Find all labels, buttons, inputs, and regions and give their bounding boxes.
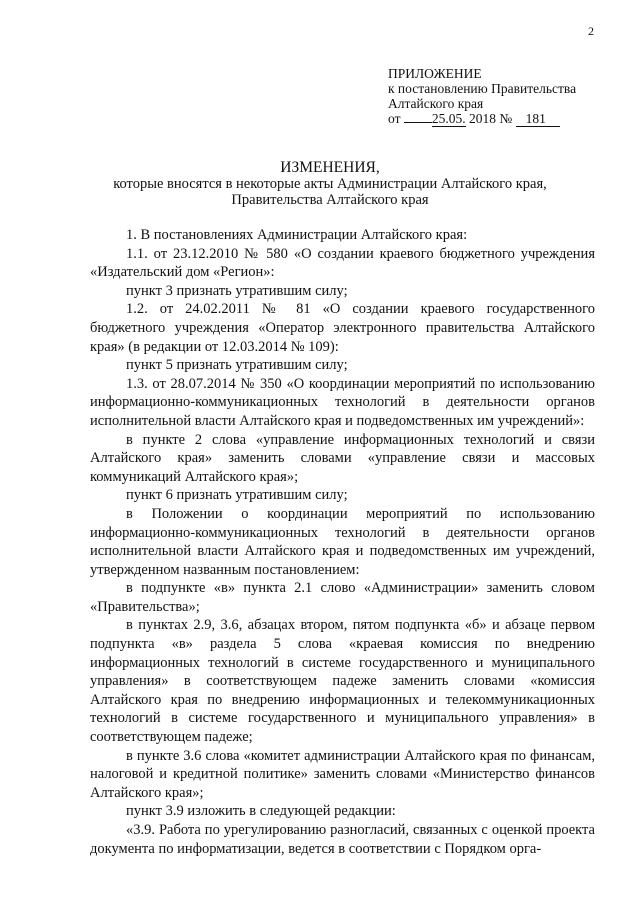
appendix-line-1: к постановлению Правительства [388, 81, 577, 96]
appendix-year: 2018 [468, 111, 496, 126]
paragraph: 1.1. от 23.12.2010 № 580 «О создании краевого бюджетного учреждения «Издательский дом «Регион»: [90, 245, 595, 281]
paragraph: в пункте 3.6 слова «комитет администрации Алтайского края по финансам, налоговой и кредитной политике» заменить словами «Министерство финансов Алтайского края»; [90, 747, 595, 801]
from-label: от [388, 111, 401, 126]
appendix-block [388, 66, 628, 127]
heading-title: ИЗМЕНЕНИЯ, [280, 159, 380, 176]
paragraph: пункт 3 признать утратившим силу; [126, 282, 348, 299]
paragraph: 1. В постановлениях Администрации Алтайского края: [126, 227, 468, 243]
appendix-number: 181 [516, 111, 560, 127]
date-blank [404, 122, 432, 123]
paragraph: пункт 3.9 изложить в следующей редакции: [126, 803, 396, 820]
appendix-date-line [388, 111, 628, 127]
document-body [90, 226, 595, 858]
paragraph: 1.3. от 28.07.2014 № 350 «О координации мероприятий по использованию информационно-коммуникационных технологий в деятельности органов исполнительной власти Алтайского края и подведомственных им учреждений»: [90, 375, 595, 429]
page-number: 2 [588, 24, 594, 38]
paragraph: в подпункте «в» пункта 2.1 слово «Администрации» заменить словом «Правительства»; [90, 580, 595, 615]
paragraph: пункт 6 признать утратившим силу; [126, 487, 348, 504]
paragraph: в пункте 2 слова «управление информационных технологий и связи Алтайского края» заменить словами «управление связи и массовых коммуникаций Алтайского края»; [90, 431, 595, 485]
paragraph: 1.2. от 24.02.2011 № 81 «О создании краевого государственного бюджетного учреждения «Оператор электронного правительства Алтайского края» (в редакции от 12.03.2014 № 109): [90, 301, 595, 355]
paragraph: «3.9. Работа по урегулированию разногласий, связанных с оценкой проекта документа по информатизации, ведется в соответствии с Порядком орга- [90, 822, 595, 857]
paragraph: в Положении о координации мероприятий по использованию информационно-коммуникационных технологий в деятельности органов исполнительной власти Алтайского края и подведомственных им учреждений, утвержденном названным постановлением: [90, 505, 595, 578]
paragraph: пункт 5 признать утратившим силу; [126, 357, 348, 374]
paragraph: в пунктах 2.9, 3.6, абзацах втором, пятом подпункта «б» и абзаце первом подпункта «в» раздела 5 слова «краевая комиссия по внедрению информационных технологий в системе государственного и муниципального управления» в соответствующем падеже заменить словами «комиссия Алтайского края по внедрению информационных и телекоммуникационных технологий в системе государственного и муниципального управления» в соответствующем падеже; [90, 617, 595, 746]
document-heading [80, 160, 580, 208]
number-sign: № [499, 111, 513, 126]
appendix-title: ПРИЛОЖЕНИЕ [388, 66, 482, 81]
appendix-date: 25.05. [431, 111, 466, 126]
appendix-line-2: Алтайского края [388, 96, 484, 111]
heading-subtitle-1: которые вносятся в некоторые акты Администрации Алтайского края, [113, 176, 547, 192]
heading-subtitle-2: Правительства Алтайского края [231, 192, 429, 208]
